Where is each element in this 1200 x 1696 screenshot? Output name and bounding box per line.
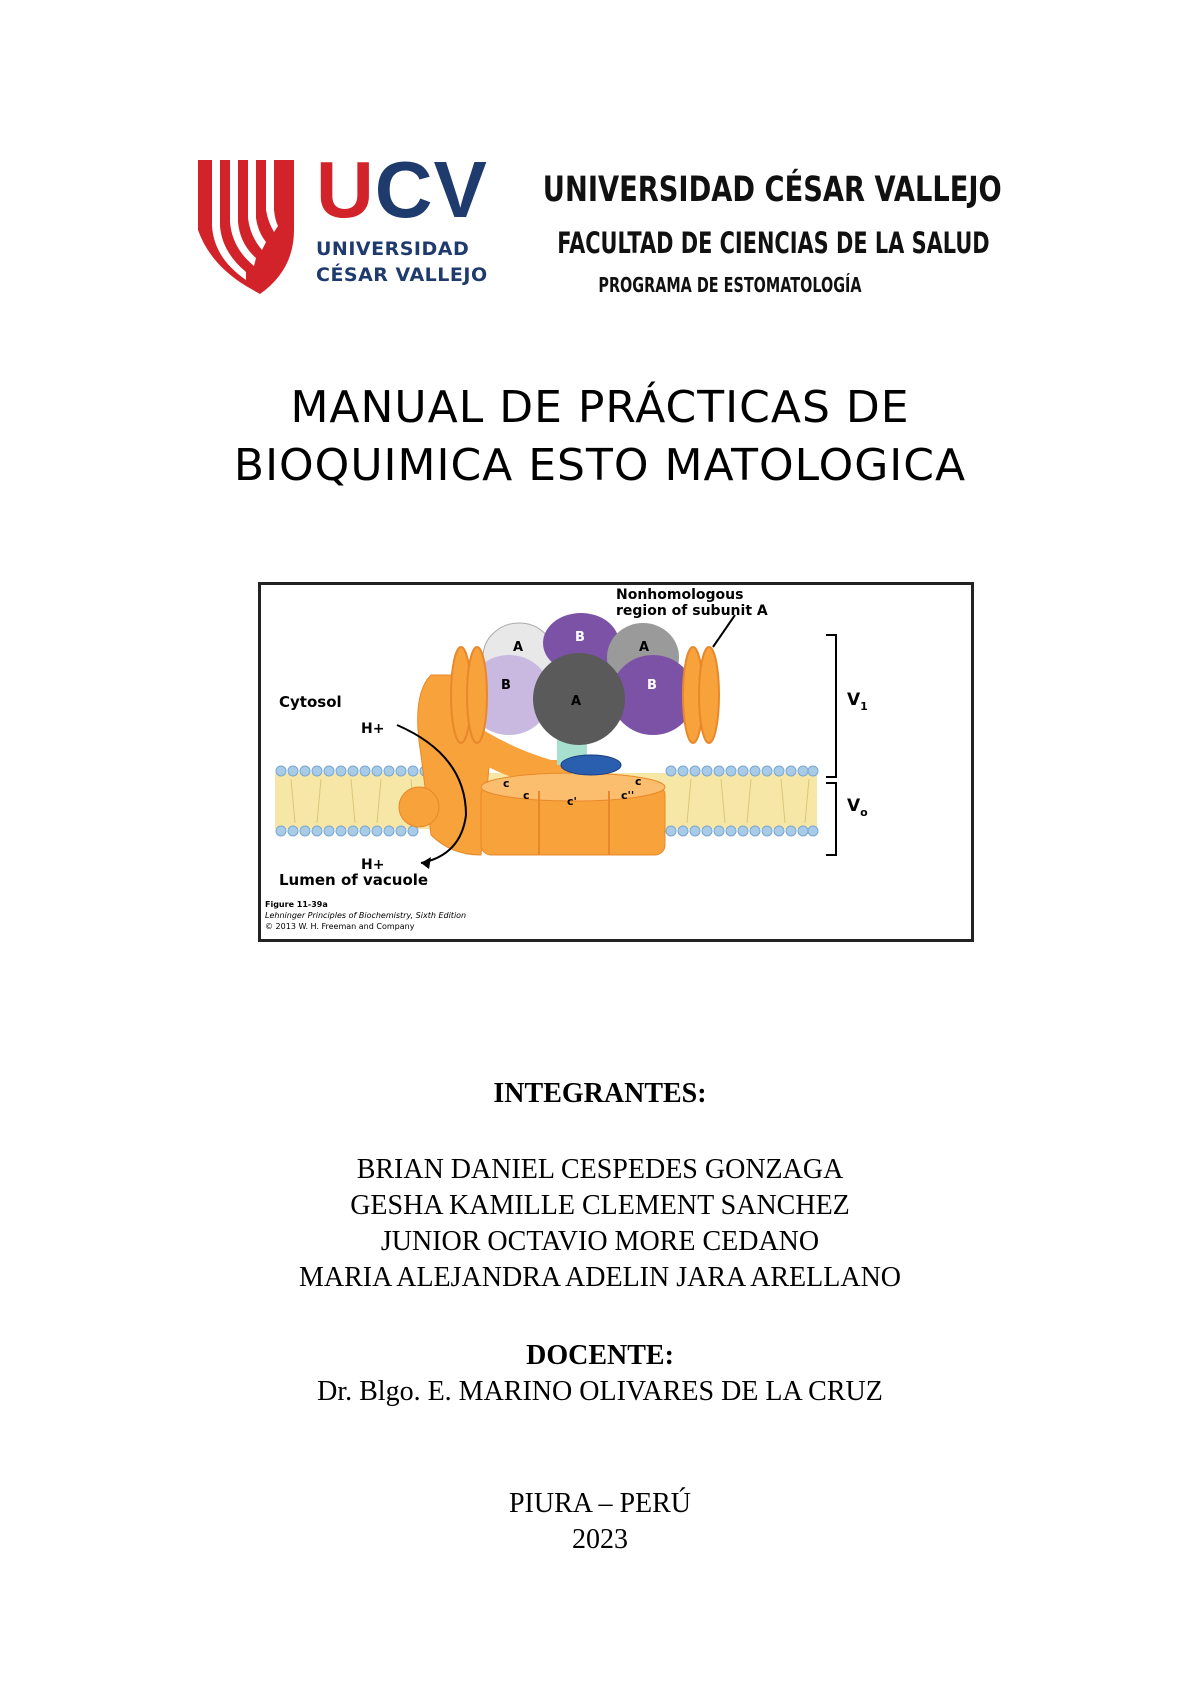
arrow-head [421, 857, 431, 869]
ucv-logo-shield [198, 160, 294, 294]
member-name: JUNIOR OCTAVIO MORE CEDANO [380, 1226, 820, 1257]
v-atpase-figure [258, 582, 974, 942]
teacher-name: Dr. Blgo. E. MARINO OLIVARES DE LA CRUZ [317, 1376, 883, 1407]
university-name: UNIVERSIDAD CÉSAR VALLEJO [542, 170, 1002, 210]
subunit-c-label-3: c [635, 775, 642, 788]
subunit-a-label-right: A [639, 640, 650, 655]
logo-line-2: CÉSAR VALLEJO [316, 264, 488, 286]
year: 2023 [572, 1524, 628, 1555]
logo-acronym: UCV [316, 145, 488, 234]
member-name: BRIAN DANIEL CESPEDES GONZAGA [356, 1154, 844, 1185]
figure-caption-2: Lehninger Principles of Biochemistry, Sixth Edition [265, 911, 467, 920]
vo-label: $V_o$ [847, 796, 868, 819]
faculty-name: FACULTAD DE CIENCIAS DE LA SALUD [557, 226, 990, 260]
subunit-c-label-1: c [503, 777, 510, 790]
subunit-b-label-right: B [647, 678, 657, 693]
member-name: MARIA ALEJANDRA ADELIN JARA ARELLANO [298, 1262, 902, 1293]
subunit-a-label-left: A [513, 640, 524, 655]
v1-bracket [826, 635, 836, 777]
leader-line [713, 615, 735, 647]
v1-label: $V_1$ [847, 690, 868, 713]
subunit-b-label-top: B [575, 630, 585, 645]
logo-line-1: UNIVERSIDAD [316, 238, 470, 260]
figure-caption-1: Figure 11-39a [265, 900, 328, 909]
subunit-c1-label: c' [567, 795, 577, 808]
location: PIURA – PERÚ [508, 1488, 692, 1519]
nonhomologous-label-2: region of subunit A [616, 603, 768, 619]
subunit-c2-label: c'' [621, 789, 635, 802]
subunit-b-label-left: B [501, 678, 511, 693]
figure-caption-3: © 2013 W. H. Freeman and Company [265, 922, 415, 931]
document-title-line-2: BIOQUIMICA ESTO MATOLOGICA [233, 440, 967, 491]
ucv-logo-wordmark [316, 145, 488, 288]
vo-bracket [826, 783, 836, 855]
program-name: PROGRAMA DE ESTOMATOLOGÍA [598, 273, 862, 297]
h-plus-top-label: H+ [361, 721, 385, 737]
cytosol-label: Cytosol [279, 693, 342, 711]
members-heading: INTEGRANTES: [493, 1078, 707, 1109]
v-atpase-diagram [261, 585, 971, 939]
rotor-disc [561, 755, 621, 775]
document-title-line-1: MANUAL DE PRÁCTICAS DE [290, 382, 910, 433]
member-name: GESHA KAMILLE CLEMENT SANCHEZ [350, 1190, 850, 1221]
h-plus-bottom-label: H+ [361, 857, 385, 873]
subunit-a-label-center: A [571, 694, 582, 709]
subunit-c-label-2: c [523, 789, 530, 802]
v1-head [451, 613, 719, 745]
teacher-heading: DOCENTE: [526, 1340, 674, 1371]
nonhomologous-label-1: Nonhomologous [616, 587, 744, 603]
lumen-label: Lumen of vacuole [279, 871, 429, 889]
